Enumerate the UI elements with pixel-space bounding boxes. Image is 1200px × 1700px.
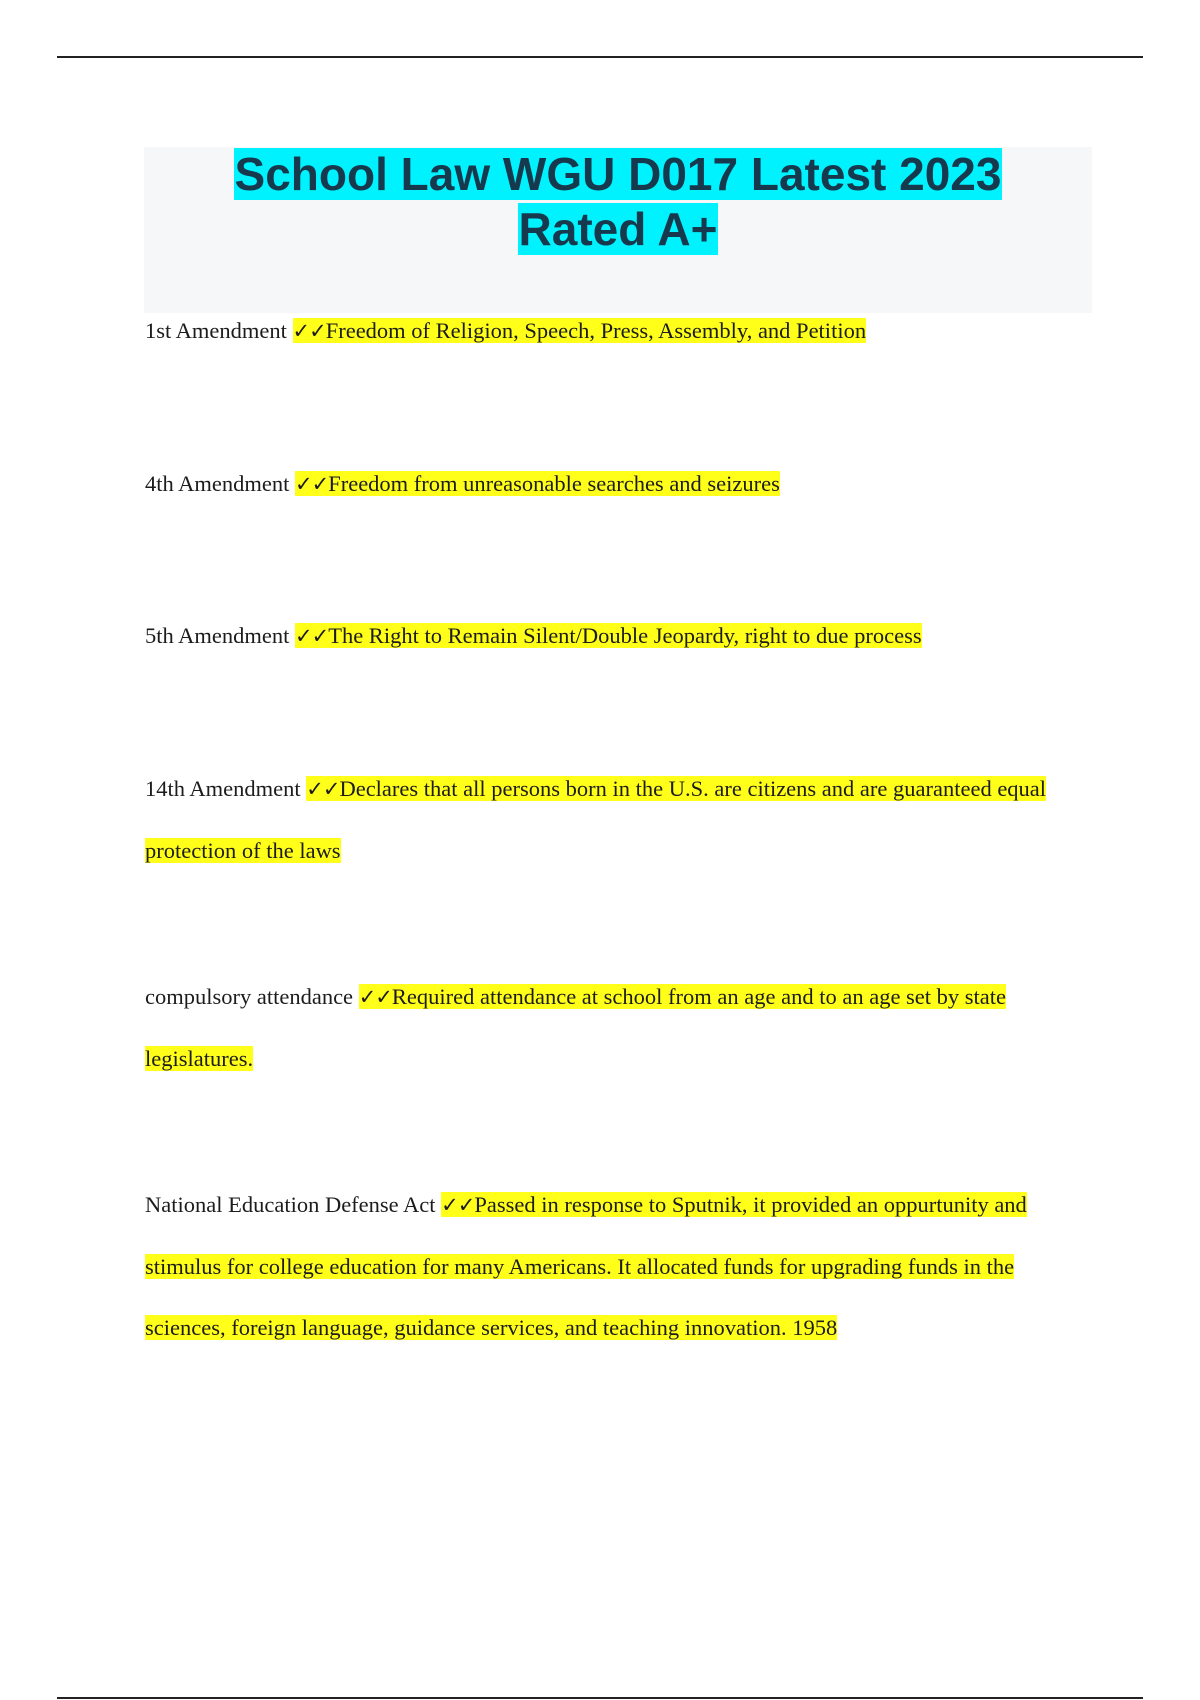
double-check-icon: ✓✓ <box>295 624 329 648</box>
entry-term: 14th Amendment <box>145 776 301 801</box>
entry-term: 1st Amendment <box>145 318 287 343</box>
entry-term: National Education Defense Act <box>145 1192 436 1217</box>
double-check-icon: ✓✓ <box>441 1193 475 1217</box>
entry-definition <box>293 318 867 343</box>
entry-definition-text: The Right to Remain Silent/Double Jeopardy, right to due process <box>328 623 922 648</box>
double-check-icon: ✓✓ <box>292 319 326 343</box>
entry-national-education-defense-act <box>145 1174 1095 1358</box>
entry-definition <box>295 623 922 648</box>
entry-compulsory-attendance <box>145 966 1095 1089</box>
entry-term: compulsory attendance <box>145 984 354 1009</box>
double-check-icon: ✓✓ <box>358 985 392 1009</box>
entry-5th-amendment <box>145 605 1095 667</box>
entry-definition-text: Required attendance at school from an age and to an age set by state legislatures. <box>145 984 1007 1071</box>
entry-definition-text: Passed in response to Sputnik, it provided an oppurtunity and stimulus for college education for many Americans. It allocated funds for upgrading funds in the sciences, foreign language, guidance services, and teaching innovation. 1958 <box>145 1192 1027 1340</box>
entry-4th-amendment <box>145 453 1095 515</box>
bottom-rule <box>57 1697 1143 1699</box>
entry-14th-amendment <box>145 758 1095 881</box>
entry-definition <box>295 471 780 496</box>
entry-definition-text: Freedom from unreasonable searches and seizures <box>328 471 780 496</box>
title-block <box>144 147 1092 313</box>
double-check-icon: ✓✓ <box>295 472 329 496</box>
double-check-icon: ✓✓ <box>306 777 340 801</box>
title-line-2: Rated A+ <box>518 203 718 255</box>
entry-definition-text: Declares that all persons born in the U.S. are citizens and are guaranteed equal protection of the laws <box>145 776 1047 863</box>
title-line-1: School Law WGU D017 Latest 2023 <box>234 148 1002 200</box>
entry-term: 5th Amendment <box>145 623 290 648</box>
document-title <box>144 147 1092 257</box>
entry-definition-text: Freedom of Religion, Speech, Press, Assembly, and Petition <box>325 318 867 343</box>
top-rule <box>57 56 1143 58</box>
entry-term: 4th Amendment <box>145 471 290 496</box>
entry-1st-amendment <box>145 300 1095 362</box>
